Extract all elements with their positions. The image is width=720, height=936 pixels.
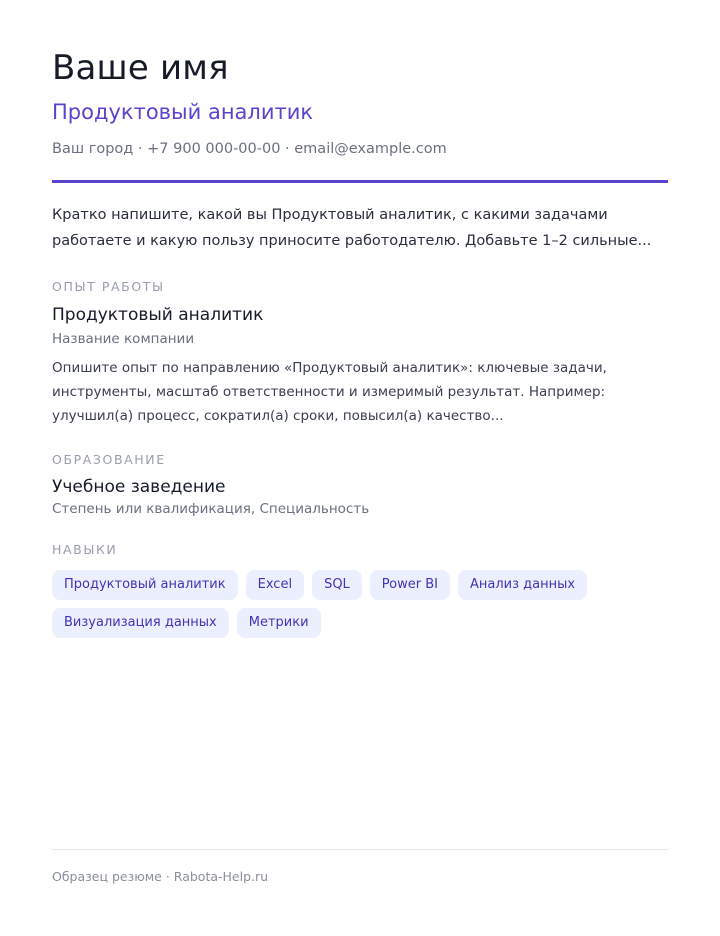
skill-chip: Excel <box>246 570 304 600</box>
education-institution: Учебное заведение <box>52 477 226 497</box>
footer-text: Образец резюме · Rabota-Help.ru <box>52 869 269 884</box>
experience-section-label: ОПЫТ РАБОТЫ <box>52 279 165 294</box>
skill-chip: Power BI <box>370 570 450 600</box>
skill-chip: Визуализация данных <box>52 608 229 638</box>
job-description: Опишите опыт по направлению «Продуктовый аналитик»: ключевые задачи, инструменты, масштаб ответственности и измеримый результат. Например: улучшил(а) процесс, сократил(а) сроки, повысил(а) качество... <box>52 360 607 424</box>
candidate-name: Ваше имя <box>52 48 229 88</box>
contact-line: Ваш город · +7 900 000-00-00 · email@example.com <box>52 141 447 157</box>
job-title: Продуктовый аналитик <box>52 305 264 325</box>
resume-page <box>52 0 668 936</box>
skill-chip: Метрики <box>237 608 321 638</box>
skill-chip: SQL <box>312 570 362 600</box>
skill-chip: Анализ данных <box>458 570 587 600</box>
summary-text: Кратко напишите, какой вы Продуктовый аналитик, с какими задачами работаете и какую пользу приносите работодателю. Добавьте 1–2 сильные... <box>52 207 652 249</box>
education-section-label: ОБРАЗОВАНИЕ <box>52 452 166 467</box>
company-name: Название компании <box>52 331 195 347</box>
candidate-title: Продуктовый аналитик <box>52 100 314 124</box>
header-divider <box>52 180 668 183</box>
footer-divider <box>52 849 668 850</box>
education-degree: Степень или квалификация, Специальность <box>52 501 370 517</box>
skill-chip: Продуктовый аналитик <box>52 570 238 600</box>
skills-section-label: НАВЫКИ <box>52 542 118 557</box>
skills-list <box>52 570 668 638</box>
